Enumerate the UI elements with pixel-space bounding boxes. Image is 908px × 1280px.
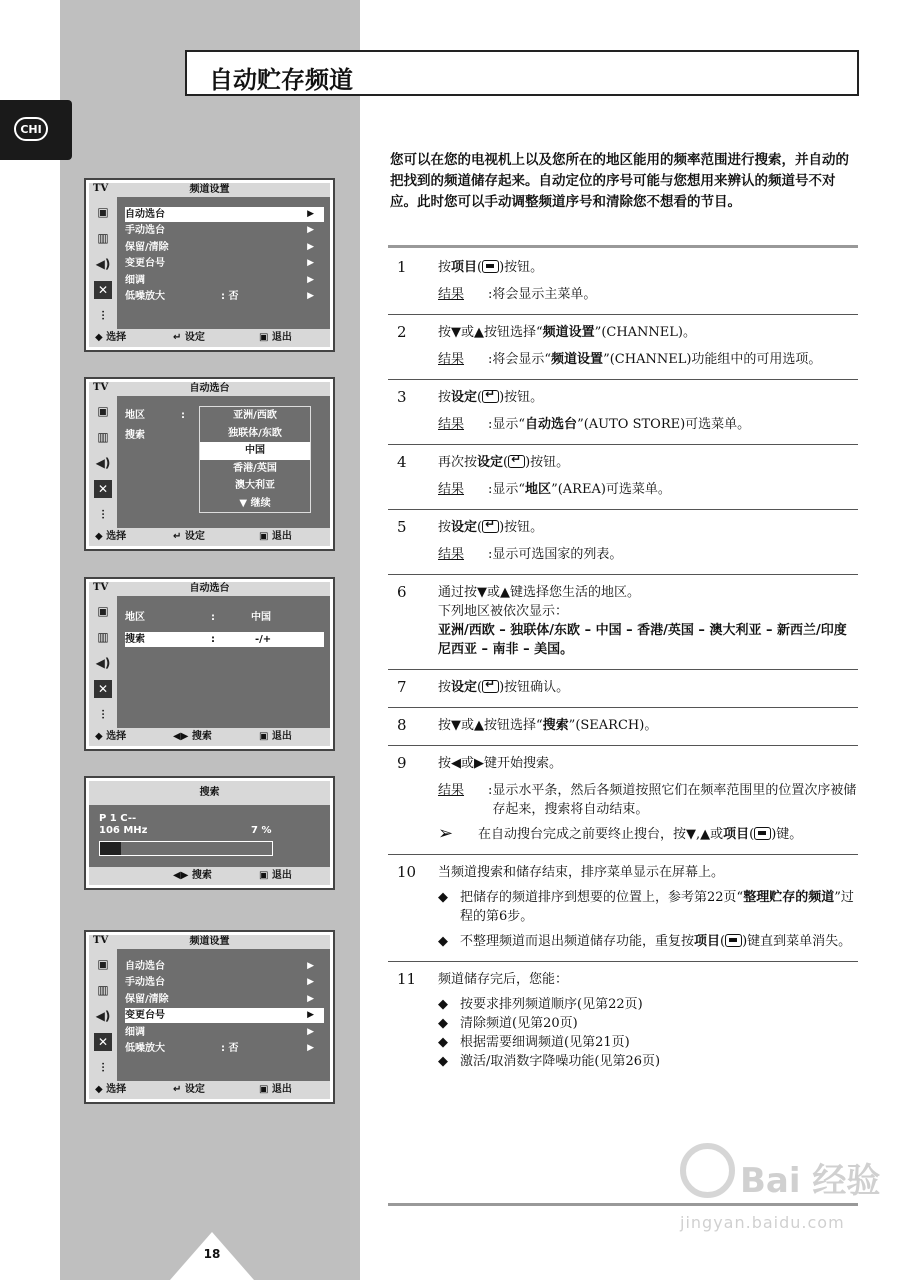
intro-paragraph: 您可以在您的电视机上以及您所在的地区能用的频率范围进行搜索，并自动的把找到的频道储存起来。自动定位的序号可能与您想用来辨认的频道号不对应。此时您可以手动调整频道序号和清除您不想看的节目。 [390,152,849,210]
step-2: 2 按▼或▲按钮选择“频道设置”(CHANNEL)。 结果 : 将会显示“频道设置”(CHANNEL)功能组中的可用选项。 [388,315,858,380]
osd-sidebar [89,396,117,528]
sound-icon: ◀) [95,1009,111,1023]
progress-bar [99,841,273,856]
osd-tv-label: TV [93,183,109,194]
osd-sidebar [89,596,117,728]
diamond-bullet-icon: ◆ [438,997,448,1012]
setup-icon: ⫶ [101,309,105,323]
osd-item[interactable]: 变更台号 ▶ [125,258,314,269]
osd-search-label: 搜索 [125,430,145,441]
arrow-note-icon: ➢ [438,823,454,844]
osd-title: 频道设置 [189,936,230,947]
picture-icon: ▣ [97,957,109,971]
osd-sidebar [89,949,117,1081]
area-option[interactable]: 亚洲/西欧 [233,410,277,421]
osd-auto-store-area [84,377,335,551]
step-5: 5 按设定(↵ )按钮。 结果 : 显示可选国家的列表。 [388,510,858,575]
watermark: Bai 经验 jingyan.baidu.com [650,1135,890,1245]
osd-item[interactable]: 保留/清除 ▶ [125,242,314,253]
program-number: P 1 C-- [99,813,137,824]
osd-search-row[interactable]: 搜索 : -/+ [125,632,324,647]
diamond-bullet-icon: ◆ [438,1035,448,1050]
osd-footer: ◆ 选择 ↵ 设定 ▣ 退出 [89,528,330,546]
step-10: 10 当频道搜索和储存结束，排序菜单显示在屏幕上。 ◆ 把储存的频道排序到想要的位置上，参考第22页“整理贮存的频道”过程的第6步。 ◆ 不整理频道而退出频道储存功能，重复按项目( )键直到菜单消失。 [388,855,858,962]
channel-icon: ✕ [94,1033,112,1051]
osd-area-row[interactable]: 地区 : 中国 [125,612,271,623]
osd-auto-store-search [84,577,335,751]
screen-icon: ▥ [97,983,109,997]
osd-item[interactable]: 手动选台 ▶ [125,225,314,236]
enter-icon [482,390,499,403]
osd-search-progress [84,776,335,890]
osd-item[interactable]: 自动选台 ▶ [125,207,324,222]
osd-channel-menu [84,178,335,352]
channel-icon: ✕ [94,281,112,299]
osd-item[interactable]: 低噪放大 : 否 ▶ [125,1043,314,1054]
diamond-bullet-icon: ◆ [438,890,448,905]
area-option[interactable]: 澳大利亚 [235,480,275,491]
osd-title: 自动选台 [189,383,230,394]
osd-item[interactable]: 手动选台 ▶ [125,977,314,988]
osd-footer: ◆ 选择 ◀▶ 搜索 ▣ 退出 [89,728,330,746]
enter-icon [482,680,499,693]
osd-tv-label: TV [93,935,109,946]
osd-title: 频道设置 [189,184,230,195]
language-badge: CHI [14,117,48,141]
setup-icon: ⫶ [101,508,105,522]
osd-item[interactable]: 低噪放大 : 否 ▶ [125,291,314,302]
osd-item[interactable]: 变更台号 ▶ [125,1008,324,1023]
step-9: 9 按◀或▶键开始搜索。 结果 : 显示水平条，然后各频道按照它们在频率范围里的位置次序被储存起来，搜索将自动结束。 ➢ 在自动搜台完成之前要终止搜台，按▼,▲或项目( )键。 [388,746,858,855]
area-option[interactable]: 香港/英国 [233,462,277,474]
osd-footer: ◀▶ 搜索 ▣ 退出 [89,867,330,885]
area-option[interactable]: 中国 [200,442,310,460]
step-8: 8 按▼或▲按钮选择“搜索”(SEARCH)。 [388,708,858,746]
osd-area-label: 地区 : [125,410,185,421]
frequency: 106 MHz [99,825,148,836]
diamond-bullet-icon: ◆ [438,934,448,949]
step-11: 11 频道储存完后，您能： ◆ 按要求排列频道顺序(见第22页) ◆ 清除频道(见第20页) ◆ 根据需要细调频道(见第21页) ◆ 激活/取消数字降噪功能(见第26页) [397,970,661,1069]
language-tab [0,100,72,160]
osd-channel-menu-sort [84,930,335,1104]
osd-item[interactable]: 保留/清除 ▶ [125,994,314,1005]
setup-icon: ⫶ [101,1061,105,1075]
section-divider [388,245,858,248]
screen-icon: ▥ [97,630,109,644]
enter-icon [482,520,499,533]
step-1: 1 按项目( )按钮。 结果 : 将会显示主菜单。 [388,250,858,315]
steps-list [388,250,858,1081]
progress-fill [100,842,121,855]
step-4: 4 再次按设定(↵ )按钮。 结果 : 显示“地区”(AREA)可选菜单。 [388,445,858,510]
picture-icon: ▣ [97,604,109,618]
channel-icon: ✕ [94,680,112,698]
osd-title: 自动选台 [189,583,230,594]
osd-item[interactable]: 细调 ▶ [125,275,314,286]
osd-footer: ◆ 选择 ↵ 设定 ▣ 退出 [89,1081,330,1099]
menu-icon [725,934,742,947]
page-number: 18 [203,1247,221,1261]
sound-icon: ◀) [95,257,111,271]
diamond-bullet-icon: ◆ [438,1054,448,1069]
osd-item[interactable]: 自动选台 ▶ [125,961,314,972]
osd-footer: ◆ 选择 ↵ 设定 ▣ 退出 [89,329,330,347]
picture-icon: ▣ [97,404,109,418]
area-dropdown[interactable] [199,406,311,513]
sound-icon: ◀) [95,456,111,470]
step-7: 7 按设定(↵ )按钮确认。 [388,670,858,708]
percent: 7 % [251,825,272,836]
step-6: 6 通过按▼或▲键选择您生活的地区。 下列地区被依次显示： 亚洲/西欧 – 独联体/东欧 – 中国 – 香港/英国 – 澳大利亚 – 新西兰/印度尼西亚 – 南非 – 美国。 [388,575,858,670]
paw-icon [680,1143,735,1198]
menu-icon [754,827,771,840]
step-3: 3 按设定(↵ )按钮。 结果 : 显示“自动选台”(AUTO STORE)可选菜单。 [388,380,858,445]
osd-tv-label: TV [93,582,109,593]
screen-icon: ▥ [97,231,109,245]
sound-icon: ◀) [95,656,111,670]
area-option[interactable]: 独联体/东欧 [228,427,282,439]
osd-title: 搜索 [89,781,330,805]
osd-tv-label: TV [93,382,109,393]
osd-item[interactable]: 细调 ▶ [125,1027,314,1038]
setup-icon: ⫶ [101,708,105,722]
menu-icon [482,260,499,273]
enter-icon [508,455,525,468]
osd-sidebar [89,197,117,329]
picture-icon: ▣ [97,205,109,219]
diamond-bullet-icon: ◆ [438,1016,448,1031]
area-more-option[interactable]: ▼ 继续 [239,497,271,509]
channel-icon: ✕ [94,480,112,498]
page-title: 自动贮存频道 [185,50,859,96]
screen-icon: ▥ [97,430,109,444]
